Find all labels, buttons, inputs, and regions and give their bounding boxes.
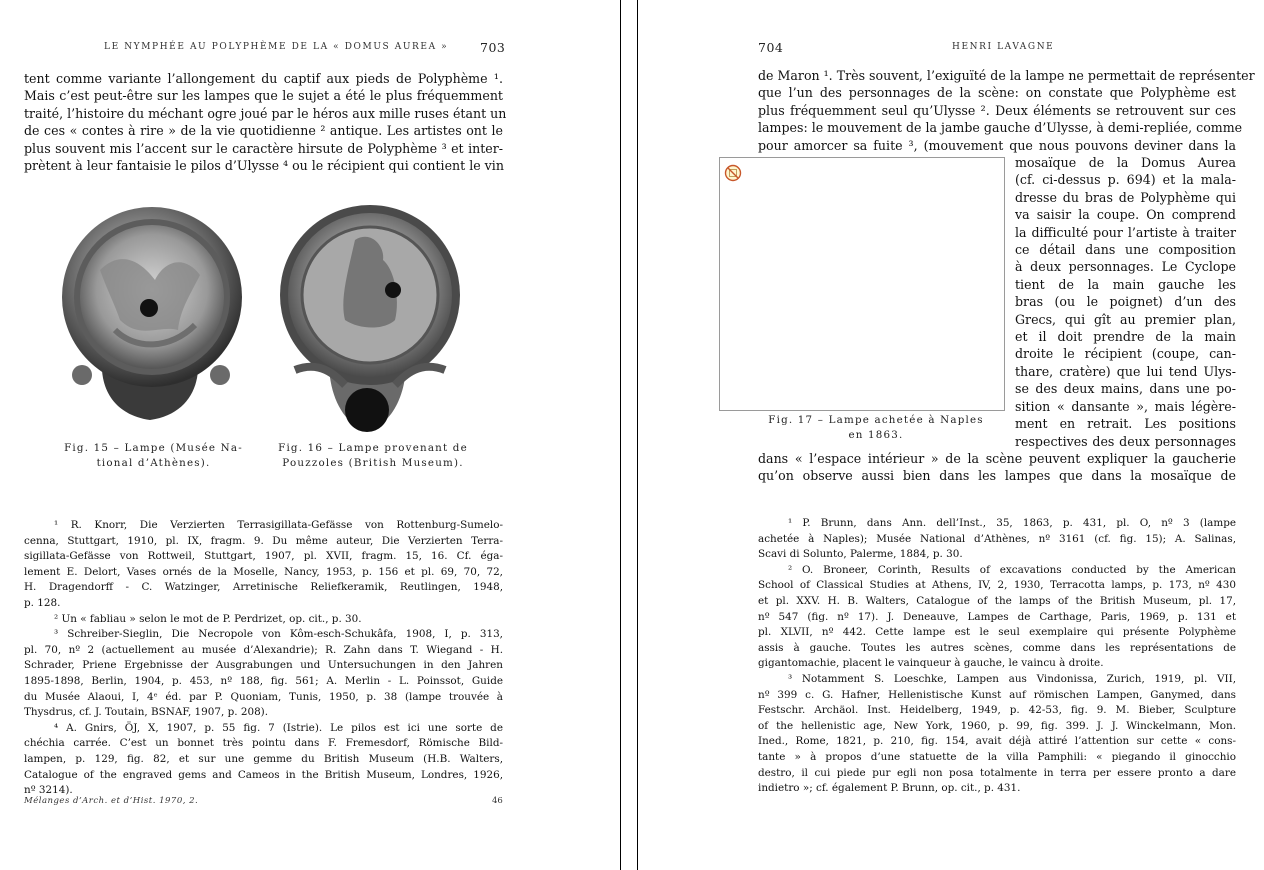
footnote-line: ¹ P. Brunn, dans Ann. dell’Inst., 35, 1863, p. 431, pl. O, nº 3 (lampe bbox=[788, 517, 1236, 529]
lamp-photo-figure-15 bbox=[60, 200, 250, 425]
text-line: plus fréquemment seul qu’Ulysse ². Deux éléments se retrouvent sur ces bbox=[758, 102, 1236, 118]
page-gutter bbox=[620, 0, 638, 870]
text-line: qu’on observe aussi bien dans les lampes que dans la mosaïque de bbox=[758, 468, 1236, 484]
footnote-line: pl. XLVII, nº 442. Cette lampe est le seul exemplaire qui présente Polyphème bbox=[758, 626, 1236, 639]
text-line: (cf. ci-dessus p. 694) et la mala- bbox=[1015, 172, 1236, 188]
footnote-line: ³ Schreiber-Sieglin, Die Necropole von Kôm-esch-Schukâfa, 1908, I, p. 313, bbox=[54, 628, 503, 641]
body-text-left bbox=[24, 70, 507, 174]
lamp-photo-figure-16 bbox=[275, 200, 465, 435]
text-line: et il doit prendre de la main bbox=[1015, 329, 1236, 345]
running-head-left: LE NYMPHÉE AU POLYPHÈME DE LA « DOMUS AUREA » bbox=[104, 42, 449, 52]
footnote-line: Scavi di Solunto, Palerme, 1884, p. 30. bbox=[758, 548, 963, 561]
text-line: de ces « contes à rire » de la vie quotidienne ² antique. Les artistes ont le bbox=[24, 123, 503, 139]
footnote-line: lement E. Delort, Vases ornés de la Moselle, Nancy, 1953, p. 156 et pl. 69, 70, 72, bbox=[24, 565, 503, 578]
caption-line: Fig. 15 – Lampe (Musée Na- bbox=[64, 442, 243, 454]
figure-16-caption bbox=[268, 441, 478, 470]
text-line: bras (ou le poignet) d’un des bbox=[1015, 294, 1236, 310]
running-head-right: HENRI LAVAGNE bbox=[952, 42, 1055, 52]
footnote-line: assis à gauche. Toutes les autres scènes, comme dans les représentations de bbox=[758, 641, 1236, 654]
text-line: plus souvent mis l’accent sur le caractère hirsute de Polyphème ³ et inter- bbox=[24, 140, 503, 156]
footnote-line: p. 128. bbox=[24, 596, 61, 609]
text-line: à deux personnages. Le Cyclope bbox=[1015, 259, 1236, 275]
text-line: la difficulté pour l’artiste à traiter bbox=[1015, 224, 1236, 240]
no-image-icon bbox=[724, 164, 742, 182]
text-line: tent comme variante l’allongement du captif aux pieds de Polyphème ¹. bbox=[24, 71, 503, 86]
text-line: Grecs, qui gît au premier plan, bbox=[1015, 311, 1236, 327]
footnote-line: ⁴ A. Gnirs, ÖJ, X, 1907, p. 55 fig. 7 (Istrie). Le pilos est ici une sorte de bbox=[54, 721, 503, 734]
caption-line: Fig. 16 – Lampe provenant de bbox=[278, 442, 468, 454]
footnotes-right bbox=[758, 516, 1236, 797]
text-line: droite le récipient (coupe, can- bbox=[1015, 346, 1236, 362]
gutter-line-left bbox=[620, 0, 621, 870]
text-line: Mais c’est peut-être sur les lampes que le sujet a été le plus fréquemment bbox=[24, 88, 503, 104]
footnote-line: Thysdrus, cf. J. Toutain, BSNAF, 1907, p. 208). bbox=[24, 706, 269, 719]
text-line: thare, cratère) que lui tend Ulys- bbox=[1015, 363, 1236, 379]
footnote-line: ³ Notamment S. Loeschke, Lampen aus Vindonissa, Zurich, 1919, pl. VII, bbox=[788, 672, 1236, 685]
text-line: ment en retrait. Les positions bbox=[1015, 416, 1236, 432]
text-line: mosaïque de la Domus Aurea bbox=[1015, 155, 1236, 170]
footnote-line: sigillata-Gefässe von Rottweil, Stuttgart, 1907, pl. XVII, fragm. 15, 16. Cf. éga- bbox=[24, 550, 503, 563]
footnote-line: lampen, p. 129, fig. 82, et sur une gemme du British Museum (H.B. Walters, bbox=[24, 752, 503, 765]
footnote-line: Catalogue of the engraved gems and Cameos in the British Museum, Londres, 1926, bbox=[24, 768, 503, 781]
footnote-line: Ined., Rome, 1821, p. 210, fig. 154, avait déjà attiré l’attention sur cette « cons- bbox=[758, 735, 1236, 748]
footnote-line: nº 547 (fig. nº 17). J. Deneauve, Lampes de Carthage, Paris, 1969, p. 131 et bbox=[758, 610, 1236, 623]
right-page bbox=[638, 0, 1264, 870]
footnote-line: chéchia carrée. C’est un bonnet très pointu dans F. Fremesdorf, Römische Bild- bbox=[24, 737, 503, 750]
text-line: se des deux mains, dans une po- bbox=[1015, 381, 1236, 397]
text-line: sition « dansante », mais légère- bbox=[1015, 398, 1236, 414]
footnote-line: indietro »; cf. également P. Brunn, op. cit., p. 431. bbox=[758, 782, 1021, 795]
text-line: va saisir la coupe. On comprend bbox=[1015, 207, 1236, 223]
text-line: tient de la main gauche les bbox=[1015, 276, 1236, 292]
footnote-line: of the hellenistic age, New York, 1960, p. 99, fig. 399. J. J. Winckelmann, Mon. bbox=[758, 719, 1236, 732]
body-text-right-column bbox=[1015, 154, 1236, 450]
body-text-right-top bbox=[758, 67, 1255, 154]
caption-line: en 1863. bbox=[848, 428, 904, 441]
footnote-line: destro, il cui piede pur egli non posa totalmente in terra per essere pronto a dare bbox=[758, 766, 1236, 779]
footnotes-left bbox=[24, 518, 503, 799]
text-line: traité, l’histoire du méchant ogre joué par le héros aux mille ruses étant un bbox=[24, 105, 507, 121]
left-page bbox=[0, 0, 620, 870]
footnote-line: et pl. XXV. H. B. Walters, Catalogue of the lamps of the British Museum, pl. 17, bbox=[758, 594, 1236, 607]
caption-line: tional d’Athènes). bbox=[96, 456, 211, 469]
caption-line: Pouzzoles (British Museum). bbox=[282, 456, 464, 469]
footnote-line: achetée à Naples); Musée National d’Athènes, nº 3161 (cf. fig. 15); A. Salinas, bbox=[758, 532, 1236, 545]
footnote-line: tante » à propos d’une statuette de la villa Pamphili: « piegando il ginocchio bbox=[758, 750, 1236, 763]
text-line: de Maron ¹. Très souvent, l’exiguïté de la lampe ne permettait de représenter bbox=[758, 68, 1255, 83]
signature-number: 46 bbox=[492, 796, 503, 806]
body-text-right-bottom bbox=[758, 450, 1236, 485]
text-line: dans « l’espace intérieur » de la scène peuvent expliquer la gaucherie bbox=[758, 451, 1236, 466]
text-line: lampes: le mouvement de la jambe gauche d’Ulysse, à demi-repliée, comme bbox=[758, 120, 1243, 136]
footnote-line: nº 399 c. G. Hafner, Hellenistische Kunst auf römischen Lampen, Ganymed, dans bbox=[758, 688, 1236, 701]
text-line: que l’un des personnages de la scène: on constate que Polyphème est bbox=[758, 85, 1236, 101]
footnote-line: Festschr. Archäol. Inst. Heidelberg, 1949, p. 42-53, fig. 9. M. Bieber, Sculpture bbox=[758, 704, 1236, 717]
footnote-line: pl. 70, nº 2 (actuellement au musée d’Alexandrie); R. Zahn dans T. Wiegand - H. bbox=[24, 643, 503, 656]
text-line: ce détail dans une composition bbox=[1015, 242, 1236, 258]
page-number-left: 703 bbox=[480, 40, 506, 55]
footnote-line: H. Dragendorff - C. Watzinger, Arretinische Reliefkeramik, Reutlingen, 1948, bbox=[24, 581, 503, 594]
footnote-line: ² Un « fabliau » selon le mot de P. Perdrizet, op. cit., p. 30. bbox=[54, 612, 362, 625]
footnote-line: gigantomachie, placent le vainqueur à gauche, le vaincu à droite. bbox=[758, 657, 1104, 670]
footnote-line: 1895-1898, Berlin, 1904, p. 453, nº 188, fig. 561; A. Merlin - L. Poinssot, Guide bbox=[24, 674, 503, 687]
page-number-right: 704 bbox=[758, 40, 784, 55]
footnote-line: du Musée Alaoui, I, 4ᵉ éd. par P. Quoniam, Tunis, 1950, p. 38 (lampe trouvée à bbox=[24, 690, 503, 703]
figure-15-caption bbox=[56, 441, 251, 470]
text-line: dresse du bras de Polyphème qui bbox=[1015, 189, 1236, 205]
figure-17-caption bbox=[750, 413, 1002, 442]
text-line: respectives des deux personnages bbox=[1015, 433, 1236, 449]
figure-17-image-placeholder bbox=[719, 157, 1005, 411]
caption-line: Fig. 17 – Lampe achetée à Naples bbox=[768, 414, 984, 426]
footnote-line: ¹ R. Knorr, Die Verzierten Terrasigillata-Gefässe von Rottenburg-Sumelo- bbox=[54, 519, 503, 531]
footnote-line: ² O. Broneer, Corinth, Results of excavations conducted by the American bbox=[788, 563, 1236, 576]
footnote-line: cenna, Stuttgart, 1910, pl. IX, fragm. 9. Du même auteur, Die Verzierten Terra- bbox=[24, 534, 503, 547]
text-line: prètent à leur fantaisie le pilos d’Ulysse ⁴ ou le récipient qui contient le vin bbox=[24, 158, 504, 174]
text-line: pour amorcer sa fuite ³, (mouvement que nous pouvons deviner dans la bbox=[758, 137, 1236, 153]
journal-footer: Mélanges d’Arch. et d’Hist. 1970, 2. bbox=[24, 796, 199, 806]
footnote-line: Schrader, Priene Ergebnisse der Ausgrabungen und Untersuchungen in den Jahren bbox=[24, 659, 503, 672]
footnote-line: nº 3214). bbox=[24, 784, 73, 797]
footnote-line: School of Classical Studies at Athens, IV, 2, 1930, Terracotta lamps, p. 173, nº 430 bbox=[758, 579, 1236, 592]
